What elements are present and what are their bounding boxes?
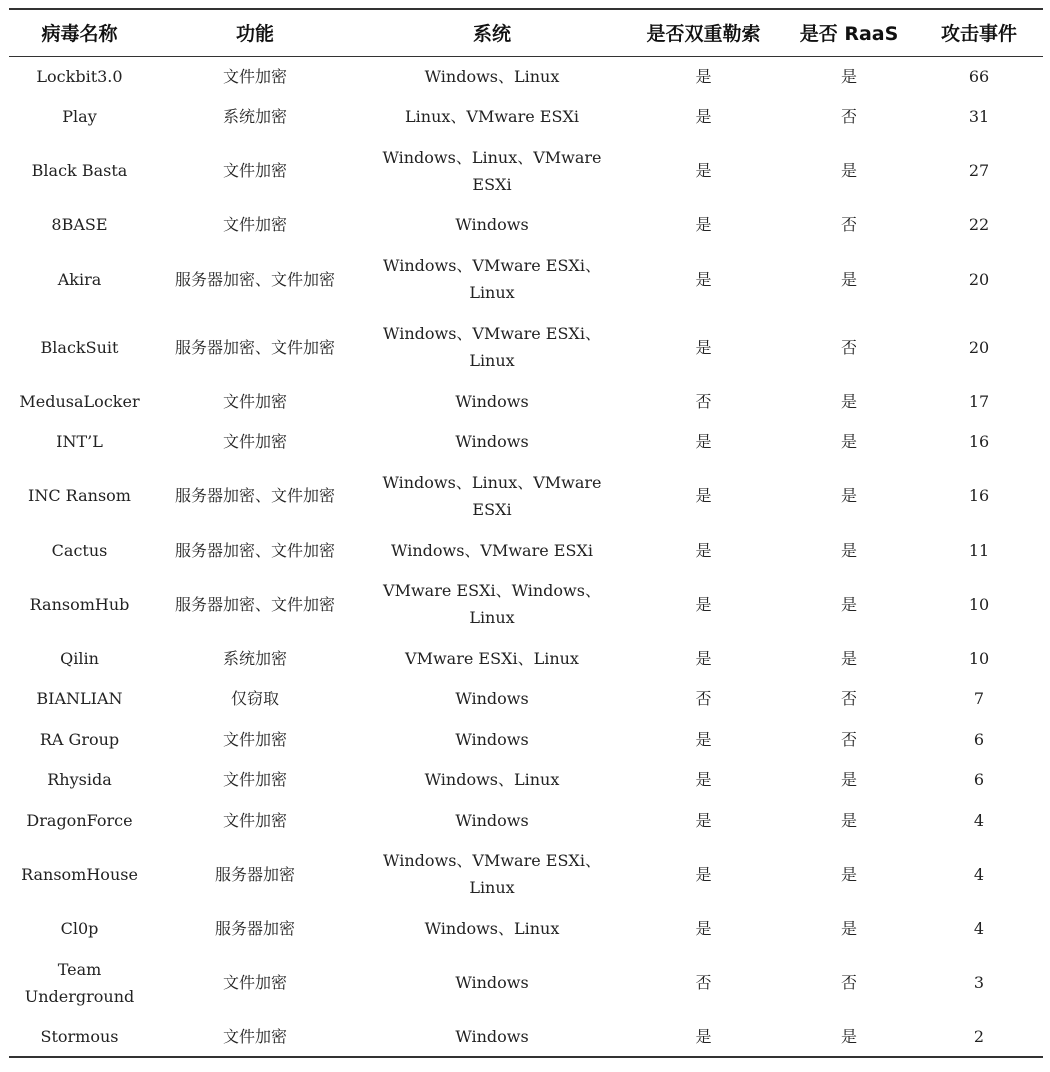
table-row [9, 840, 1043, 908]
header-function: 功能 [235, 23, 274, 46]
cell-virus-name: BlackSuit [40, 337, 119, 357]
cell-double-extortion: 否 [695, 973, 712, 993]
cell-raas: 否 [840, 215, 857, 235]
cell-function: 服务器加密、文件加密 [174, 486, 335, 506]
cell-attack-count: 27 [968, 161, 990, 181]
cell-raas: 是 [840, 649, 857, 669]
cell-double-extortion: 是 [695, 594, 712, 614]
cell-system: Windows、VMware ESXi [391, 540, 593, 560]
cell-raas: 是 [840, 1026, 857, 1046]
cell-raas: 是 [840, 269, 857, 289]
cell-virus-name: MedusaLocker [19, 391, 140, 411]
cell-attack-count: 20 [968, 269, 990, 289]
table-row [9, 679, 1043, 719]
cell-raas: 否 [840, 973, 857, 993]
cell-double-extortion: 是 [695, 810, 712, 830]
cell-raas: 是 [840, 432, 857, 452]
cell-attack-count: 4 [973, 918, 985, 938]
cell-virus-name: INT’L [56, 432, 103, 452]
cell-function: 服务器加密 [214, 864, 295, 884]
table-row [9, 137, 1043, 205]
cell-double-extortion: 是 [695, 864, 712, 884]
table-row [9, 462, 1043, 530]
cell-double-extortion: 是 [695, 729, 712, 749]
header-virus-name: 病毒名称 [41, 23, 118, 46]
table-row [9, 949, 1043, 1017]
cell-system: Windows、VMware ESXi、Linux [383, 851, 601, 898]
header-double-extortion: 是否双重勒索 [646, 23, 761, 46]
table-row [9, 530, 1043, 570]
cell-virus-name: Play [62, 107, 97, 127]
cell-virus-name: Qilin [60, 649, 99, 669]
cell-raas: 是 [840, 918, 857, 938]
cell-system: Windows [455, 432, 529, 452]
cell-double-extortion: 否 [695, 391, 712, 411]
table-row [9, 800, 1043, 840]
cell-raas: 是 [840, 540, 857, 560]
cell-function: 文件加密 [222, 973, 287, 993]
table-row [9, 570, 1043, 638]
cell-attack-count: 16 [968, 486, 990, 506]
ransomware-table-container [9, 8, 1043, 1058]
cell-virus-name: RansomHub [29, 594, 130, 614]
cell-function: 文件加密 [222, 215, 287, 235]
cell-function: 文件加密 [222, 161, 287, 181]
cell-system: Windows、VMware ESXi、Linux [383, 256, 601, 303]
table-row [9, 381, 1043, 421]
cell-raas: 否 [840, 337, 857, 357]
cell-attack-count: 66 [968, 66, 990, 86]
cell-double-extortion: 是 [695, 107, 712, 127]
table-row [9, 56, 1043, 96]
cell-system: Windows、Linux、VMware ESXi [382, 472, 602, 519]
cell-raas: 否 [840, 689, 857, 709]
cell-system: Windows [455, 973, 529, 993]
cell-double-extortion: 是 [695, 918, 712, 938]
cell-function: 系统加密 [222, 649, 287, 669]
cell-virus-name: DragonForce [26, 810, 133, 830]
cell-attack-count: 4 [973, 864, 985, 884]
cell-system: Windows [455, 810, 529, 830]
cell-attack-count: 3 [973, 973, 985, 993]
cell-raas: 是 [840, 810, 857, 830]
cell-virus-name: RA Group [39, 729, 120, 749]
header-attack-count: 攻击事件 [940, 23, 1017, 46]
cell-attack-count: 10 [968, 594, 990, 614]
cell-double-extortion: 是 [695, 649, 712, 669]
cell-function: 系统加密 [222, 107, 287, 127]
cell-function: 文件加密 [222, 391, 287, 411]
cell-function: 文件加密 [222, 66, 287, 86]
cell-double-extortion: 是 [695, 432, 712, 452]
cell-system: Windows、Linux [424, 770, 560, 790]
table-body [9, 56, 1043, 1057]
cell-double-extortion: 是 [695, 215, 712, 235]
cell-attack-count: 6 [973, 729, 985, 749]
cell-function: 文件加密 [222, 770, 287, 790]
cell-double-extortion: 否 [695, 689, 712, 709]
cell-attack-count: 11 [968, 540, 990, 560]
cell-double-extortion: 是 [695, 337, 712, 357]
cell-function: 文件加密 [222, 432, 287, 452]
table-row [9, 205, 1043, 245]
cell-virus-name: Rhysida [47, 770, 112, 790]
cell-raas: 是 [840, 770, 857, 790]
cell-function: 服务器加密、文件加密 [174, 337, 335, 357]
cell-double-extortion: 是 [695, 161, 712, 181]
cell-system: Windows [455, 1026, 529, 1046]
cell-virus-name: Team Underground [24, 959, 135, 1006]
cell-attack-count: 31 [968, 107, 990, 127]
cell-system: Windows [455, 689, 529, 709]
cell-virus-name: BIANLIAN [36, 689, 123, 709]
cell-double-extortion: 是 [695, 486, 712, 506]
cell-virus-name: Lockbit3.0 [36, 66, 123, 86]
cell-double-extortion: 是 [695, 770, 712, 790]
cell-virus-name: Black Basta [31, 161, 128, 181]
cell-function: 文件加密 [222, 729, 287, 749]
table-row [9, 313, 1043, 381]
header-row [9, 9, 1043, 56]
table-row [9, 422, 1043, 462]
cell-double-extortion: 是 [695, 66, 712, 86]
cell-double-extortion: 是 [695, 540, 712, 560]
cell-function: 服务器加密、文件加密 [174, 594, 335, 614]
cell-raas: 是 [840, 391, 857, 411]
cell-system: Windows [455, 391, 529, 411]
cell-raas: 否 [840, 107, 857, 127]
cell-attack-count: 20 [968, 337, 990, 357]
cell-virus-name: Akira [57, 269, 102, 289]
cell-virus-name: Cactus [51, 540, 108, 560]
cell-function: 文件加密 [222, 810, 287, 830]
cell-function: 仅窃取 [230, 689, 279, 709]
cell-raas: 是 [840, 66, 857, 86]
cell-system: Linux、VMware ESXi [405, 107, 579, 127]
cell-virus-name: 8BASE [51, 215, 108, 235]
cell-function: 文件加密 [222, 1026, 287, 1046]
cell-raas: 是 [840, 594, 857, 614]
cell-system: VMware ESXi、Linux [405, 649, 579, 669]
cell-function: 服务器加密、文件加密 [174, 269, 335, 289]
cell-attack-count: 22 [968, 215, 990, 235]
cell-system: Windows、Linux、VMware ESXi [382, 147, 602, 194]
table-row [9, 908, 1043, 948]
cell-double-extortion: 是 [695, 269, 712, 289]
cell-double-extortion: 是 [695, 1026, 712, 1046]
cell-raas: 是 [840, 864, 857, 884]
cell-virus-name: Cl0p [60, 918, 99, 938]
cell-system: Windows、Linux [424, 66, 560, 86]
cell-function: 服务器加密、文件加密 [174, 540, 335, 560]
cell-virus-name: Stormous [40, 1026, 119, 1046]
table-row [9, 760, 1043, 800]
cell-system: Windows [455, 729, 529, 749]
table-row [9, 1017, 1043, 1057]
cell-attack-count: 6 [973, 770, 985, 790]
table-row [9, 96, 1043, 136]
table-row [9, 638, 1043, 678]
cell-system: VMware ESXi、Windows、Linux [383, 581, 601, 628]
cell-virus-name: INC Ransom [28, 486, 131, 506]
table-row [9, 719, 1043, 759]
cell-attack-count: 2 [973, 1026, 985, 1046]
table-row [9, 245, 1043, 313]
table-header [9, 9, 1043, 56]
cell-raas: 是 [840, 161, 857, 181]
cell-system: Windows、VMware ESXi、Linux [383, 324, 601, 371]
cell-attack-count: 16 [968, 432, 990, 452]
header-raas: 是否 RaaS [799, 23, 899, 46]
cell-attack-count: 10 [968, 649, 990, 669]
cell-function: 服务器加密 [214, 918, 295, 938]
cell-system: Windows [455, 215, 529, 235]
cell-raas: 是 [840, 486, 857, 506]
cell-attack-count: 7 [973, 689, 985, 709]
cell-system: Windows、Linux [424, 918, 560, 938]
cell-virus-name: RansomHouse [21, 864, 138, 884]
header-system: 系统 [472, 23, 511, 46]
cell-attack-count: 17 [968, 391, 990, 411]
cell-raas: 否 [840, 729, 857, 749]
ransomware-table [9, 8, 1043, 1058]
cell-attack-count: 4 [973, 810, 985, 830]
